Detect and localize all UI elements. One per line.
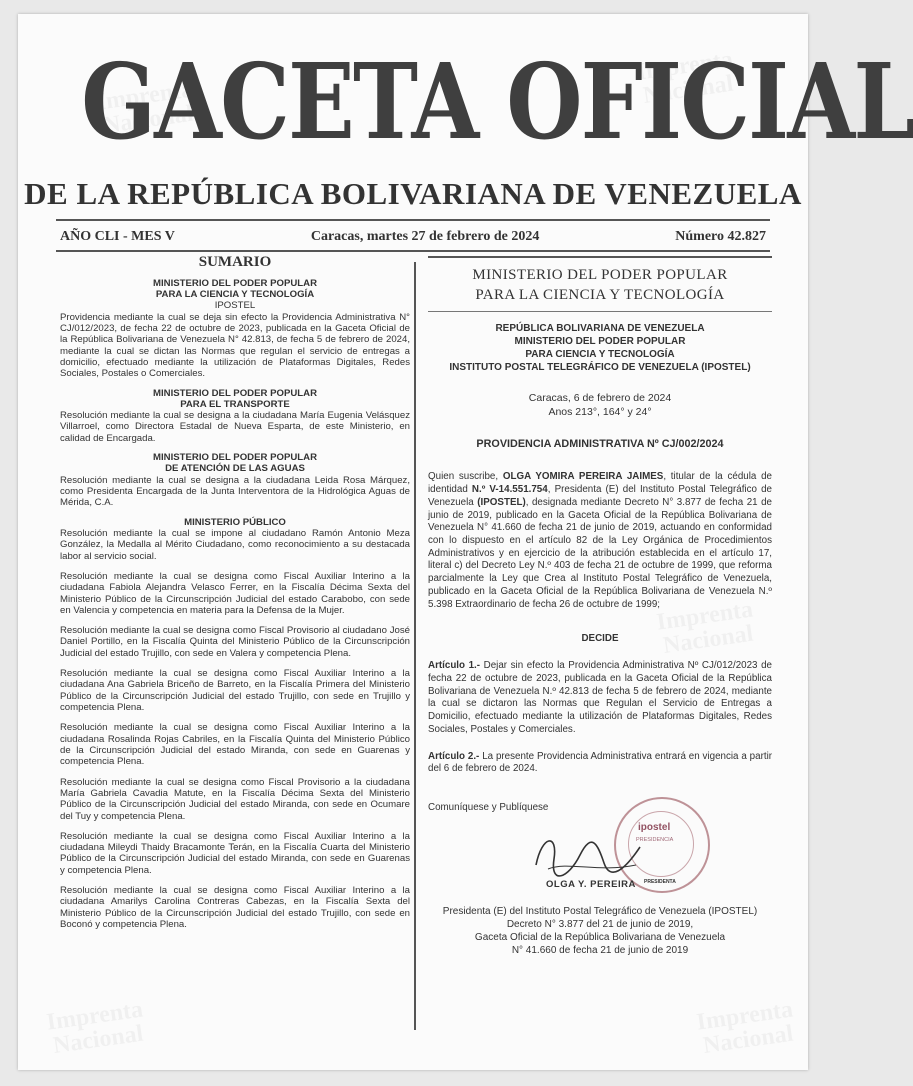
signature-name: OLGA Y. PEREIRA — [546, 878, 636, 890]
decide-heading: DECIDE — [581, 633, 619, 645]
dateline-rule — [56, 250, 770, 252]
intro-paragraph: Quien suscribe, OLGA YOMIRA PEREIRA JAIMES, titular de la cédula de identidad N.º V-14.551.754, Presidenta (E) del Instituto Postal Telegráfico de Venezuela (IPOSTEL), designada mediante Decreto N° 3.877 de fecha 21 de junio de 2019, publicado en la Gaceta Oficial de la República Bolivariana de Venezuela N° 41.660 de fecha 21 de junio de 2019, actuando en conformidad con lo dispuesto en el artículo 82 de la Ley Orgánica de Procedimientos Administrativos y en ejercicio de la atribución establecida en el artículo 17, literal c) del Decreto Ley N.º 403 de fecha 21 de octubre de 1999, que reforma parcialmente la Ley que Crea al Instituto Postal Telegráfico de Venezuela, publicado en la Gaceta Oficial de la República Bolivariana de Venezuela N.º 5.398 Extraordinario de fecha 26 de octubre de 1999; — [428, 471, 773, 610]
ministry-heading — [428, 256, 772, 312]
summary-entry: Resolución mediante la cual se designa como Fiscal Auxiliar Interino a la ciudadana Fabiola Alejandra Velasco Ferrer, en la Fiscalía Décima Sexta del Ministerio Público de la Circunscripción Judicial del estado Carabobo, con sede en Valencia y competencia en materia para la Defensa de la Mujer. — [60, 570, 410, 616]
summary-section-heading: MINISTERIO DEL PODER POPULAR DE ATENCIÓN DE LAS AGUAS — [153, 452, 317, 475]
ministry-line-1: MINISTERIO DEL PODER POPULAR — [472, 267, 728, 283]
summary-section-heading: MINISTERIO DEL PODER POPULAR PARA EL TRANSPORTE — [153, 387, 317, 410]
signature-line: Gaceta Oficial de la República Bolivariana de Venezuela — [474, 931, 726, 943]
id-number: N.º V-14.551.754 — [471, 484, 548, 496]
institution-heading — [428, 322, 772, 374]
signature-role: PRESIDENTA — [644, 878, 676, 885]
article-1: Artículo 1.- Dejar sin efecto la Providencia Administrativa Nº CJ/012/2023 de fecha 22 de octubre de 2023, publicada en la Gaceta Oficial de la República Bolivariana de Venezuela N.º 42.813 de fecha 5 de febrero de 2024, mediante la cual se dictaron las Normas que Regulan el Servicio de Entregas a Domicilio, efectuado mediante la utilización de Plataformas Digitales, Redes Sociales, Postales y Comerciales. — [428, 660, 772, 735]
article-column — [428, 254, 772, 957]
signature-line: Presidenta (E) del Instituto Postal Telegráfico de Venezuela (IPOSTEL) — [442, 905, 758, 917]
summary-section-sub: IPOSTEL — [214, 300, 256, 312]
dateline — [60, 229, 766, 245]
summary-sections — [60, 278, 410, 931]
handwritten-signature — [528, 825, 648, 885]
masthead-rule — [56, 219, 770, 221]
summary-entry: Resolución mediante la cual se designa como Fiscal Auxiliar Interino a la ciudadana Amarilys Carolina Contreras Cabezas, en la Fiscalía Sexta del Ministerio Público de la Circunscripción Judicial del estado Trujillo, con sede en Boconó y competencia Plena. — [60, 885, 410, 930]
summary-entry: Providencia mediante la cual se deja sin efecto la Providencia Administrativa N° CJ/012/2023, de fecha 22 de octubre de 2023, publicada en la Gaceta Oficial de la República Bolivariana de Venezuela N° 42.813, de fecha 5 de febrero de 2024, mediante la cual se dictan las Normas que regulan el servicio de entregas a domicilio, efectuado mediante la utilización de Plataformas Digitales, Redes Sociales, Postales o Comerciales. — [60, 311, 410, 380]
summary-entry: Resolución mediante la cual se designa como Fiscal Provisorio a la ciudadana María Gabriela Cavadia Matute, en la Fiscalía Décima Sexta del Ministerio Público de la Circunscripción Judicial del estado Miranda, con sede en Ocumare del Tuy y competencia Plena. — [60, 776, 410, 822]
article-2: Artículo 2.- La presente Providencia Administrativa entrará en vigencia a partir del 6 de febrero de 2024. — [428, 750, 773, 775]
issue-date: Caracas, martes 27 de febrero de 2024 — [310, 229, 540, 244]
signatory-name: OLGA YOMIRA PEREIRA JAIMES — [502, 471, 664, 483]
summary-entry: Resolución mediante la cual se designa como Fiscal Auxiliar Interino a la ciudadana Ana Gabriela Briceño de Barreto, en la Fiscalía Primera del Ministerio Público de la Circunscripción Judicial del estado Trujillo, con sede en Trujillo y competencia Plena. — [60, 668, 410, 713]
summary-entry: Resolución mediante la cual se designa a la ciudadana Leida Rosa Márquez, como Presidenta Encargada de la Junta Interventora de la Hidrológica Aguas de Mérida, C.A. — [60, 474, 410, 509]
summary-entry: Resolución mediante la cual se designa como Fiscal Provisorio al ciudadano José Daniel Portillo, en la Fiscalía Quinta del Ministerio Público de la Circunscripción Judicial del estado Trujillo, con sede en Valera y competencia Plena. — [60, 625, 410, 659]
summary-entry: Resolución mediante la cual se designa como Fiscal Auxiliar Interino a la ciudadana Rosalinda Rojas Cabriles, en la Fiscalía Quinta del Ministerio Público de la Circunscripción Judicial del estado Miranda, con sede en Guarenas y competencia Plena. — [60, 722, 410, 768]
signature-area — [428, 819, 772, 905]
ministry-line-2: PARA LA CIENCIA Y TECNOLOGÍA — [475, 286, 725, 303]
summary-entry: Resolución mediante la cual se designa como Fiscal Auxiliar Interino a la ciudadana Mileydi Thaidy Bracamonte Terán, en la Fiscalía Cuarta del Ministerio Público de la Circunscripción Judicial del estado Miranda, con sede en Guarenas y competencia Plena. — [60, 830, 410, 876]
watermark — [45, 997, 148, 1058]
signature-line: N° 41.660 de fecha 21 de junio de 2019 — [511, 944, 689, 956]
article-1-label: Artículo 1.- — [428, 660, 481, 672]
summary-section-heading: MINISTERIO DEL PODER POPULAR PARA LA CIENCIA Y TECNOLOGÍA — [153, 277, 317, 300]
institution-line: PARA CIENCIA Y TECNOLOGÍA — [525, 349, 675, 360]
institution-line: REPÚBLICA BOLIVARIANA DE VENEZUELA — [495, 323, 705, 334]
column-divider — [414, 262, 416, 1030]
summary-entry: Resolución mediante la cual se designa a la ciudadana María Eugenia Velásquez Villarroel, como Directora Estadal de Nueva Esparta, de este Ministerio, en calidad de Encargada. — [60, 410, 410, 444]
institution-line: INSTITUTO POSTAL TELEGRÁFICO DE VENEZUELA (IPOSTEL) — [449, 362, 751, 373]
institution-line: MINISTERIO DEL PODER POPULAR — [514, 336, 686, 347]
closing-line: Comuníquese y Publíquese — [428, 802, 549, 813]
summary-heading: SUMARIO — [198, 254, 272, 270]
seal-text: ipostel — [638, 821, 671, 833]
article-2-label: Artículo 2.- — [428, 750, 480, 762]
masthead-title: GACETA OFICIAL — [81, 40, 913, 163]
place-date: Caracas, 6 de febrero de 2024 — [528, 392, 672, 404]
issue-number: Número 42.827 — [675, 229, 766, 244]
years-line: Anos 213°, 164° y 24° — [548, 405, 652, 418]
article-date — [428, 392, 772, 419]
seal-subtext: PRESIDENCIA — [636, 836, 674, 843]
gazette-page — [18, 14, 913, 1070]
institution-acronym: (IPOSTEL) — [477, 496, 526, 508]
watermark — [695, 997, 798, 1058]
year-month: AÑO CLI - MES V — [60, 229, 175, 244]
summary-column — [60, 254, 410, 930]
masthead-subtitle: DE LA REPÚBLICA BOLIVARIANA DE VENEZUELA — [24, 176, 802, 211]
signature-line: Decreto N° 3.877 del 21 de junio de 2019, — [506, 918, 694, 930]
provision-title: PROVIDENCIA ADMINISTRATIVA Nº CJ/002/2024 — [476, 438, 724, 451]
summary-section-heading: MINISTERIO PÚBLICO — [184, 516, 286, 528]
signature-block — [428, 905, 772, 957]
summary-entry: Resolución mediante la cual se impone al ciudadano Ramón Antonio Meza González, la Medalla al Mérito Ciudadano, como reconocimiento a su destacada labor al servicio social. — [60, 527, 410, 562]
